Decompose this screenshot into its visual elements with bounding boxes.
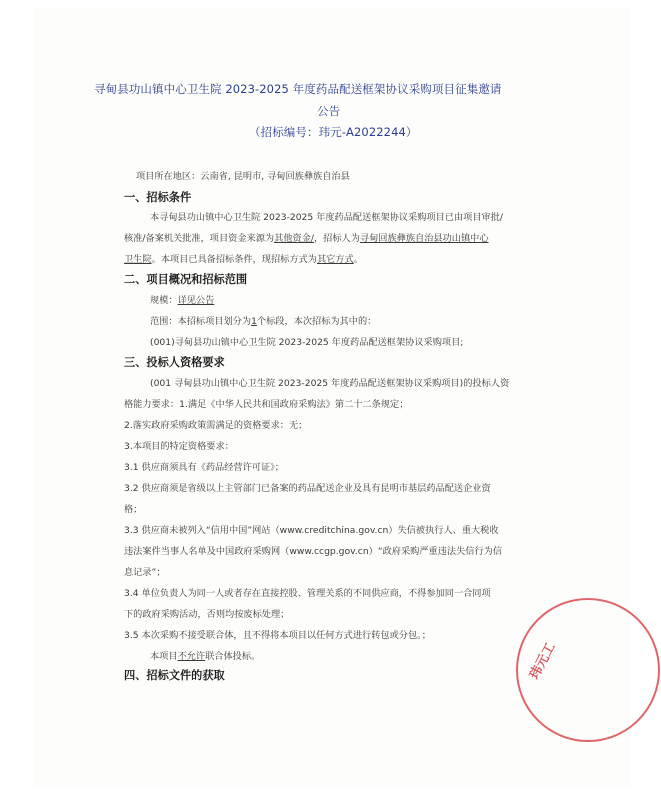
scope-line: 范围：本招标项目划分为1个标段，本次招标为其中的：: [150, 316, 377, 327]
project-location: 项目所在地区：云南省, 昆明市, 寻甸回族彝族自治县: [136, 171, 350, 182]
section-1-para-line2: 核准/备案机关批准，项目资金来源为其他资金/，招标人为寻甸回族彝族自治县功山镇中心: [124, 233, 489, 244]
requirement-3-2-line1: 3.2 供应商须是省级以上主管部门已备案的药品配送企业及具有昆明市基层药品配送企业资: [124, 483, 491, 494]
document-title-line2: 公告: [317, 104, 341, 118]
requirement-3: 3.本项目的特定资格要求：: [124, 441, 234, 452]
section-3-heading: 三、投标人资格要求: [124, 356, 225, 369]
qualification-intro-line1: (001 寻甸县功山镇中心卫生院 2023-2025 年度药品配送框架协议采购项目)的投标人资: [150, 378, 510, 389]
joint-bid-line: 本项目不允许联合体投标。: [150, 651, 261, 662]
section-2-heading: 二、项目概况和招标范围: [124, 273, 248, 286]
requirement-3-5: 3.5 本次采购不接受联合体，且不得将本项目以任何方式进行转包或分包。；: [124, 630, 431, 641]
requirement-3-4-line1: 3.4 单位负责人为同一人或者存在直接控股、管理关系的不同供应商，不得参加同一合同项: [124, 588, 491, 599]
requirement-2: 2.落实政府采购政策需满足的资格要求：无；: [124, 420, 308, 431]
requirement-3-3-line2: 违法案件当事人名单及中国政府采购网（www.ccgp.gov.cn）“政府采购严重违法失信行为信: [124, 546, 503, 557]
requirement-3-3-line3: 息记录”；: [124, 567, 166, 578]
company-seal-text: 玮元工: [527, 640, 559, 682]
section-1-heading: 一、招标条件: [124, 191, 192, 204]
requirement-3-4-line2: 下的政府采购活动，否则均按废标处理；: [124, 609, 290, 620]
requirement-3-1: 3.1 供应商须具有《药品经营许可证》；: [124, 462, 284, 473]
lot-line: (001)寻甸县功山镇中心卫生院 2023-2025 年度药品配送框架协议采购项目;: [150, 337, 464, 348]
requirement-3-2-line2: 格；: [124, 504, 143, 515]
qualification-intro-line2: 格能力要求：1.满足《中华人民共和国政府采购法》第二十二条规定；: [124, 399, 409, 410]
section-1-para-line3: 卫生院。本项目已具备招标条件，现招标方式为其它方式。: [124, 254, 363, 265]
bid-number: （招标编号：玮元-A2022244）: [249, 125, 418, 139]
document-title-line1: 寻甸县功山镇中心卫生院 2023-2025 年度药品配送框架协议采购项目征集邀请: [94, 82, 502, 96]
section-1-para-line1: 本寻甸县功山镇中心卫生院 2023-2025 年度药品配送框架协议采购项目已由项目审批/: [150, 212, 504, 223]
scale-line: 规模：详见公告: [150, 295, 215, 306]
section-4-heading: 四、招标文件的获取: [124, 669, 225, 682]
requirement-3-3-line1: 3.3 供应商未被列入“信用中国”网站（www.creditchina.gov.cn）失信被执行人、重大税收: [124, 525, 499, 536]
